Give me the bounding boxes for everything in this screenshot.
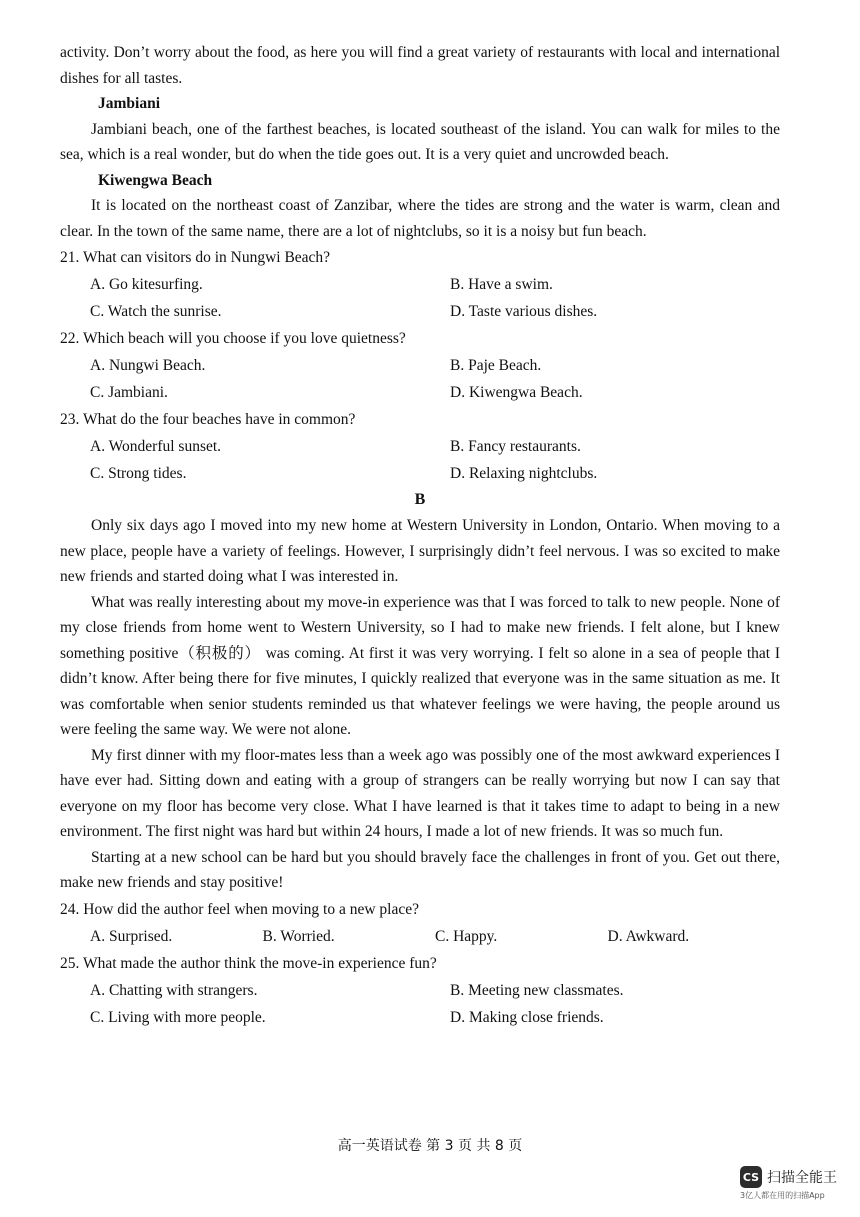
option-b: B. Fancy restaurants. bbox=[450, 438, 581, 455]
question-21 bbox=[60, 244, 780, 325]
option-b: B. Worried. bbox=[262, 927, 335, 945]
question-stem: 22. Which beach will you choose if you love quietness? bbox=[60, 330, 406, 347]
scanner-watermark bbox=[740, 1166, 850, 1201]
kiwengwa-text: It is located on the northeast coast of Zanzibar, where the tides are strong and the water is warm, clean and clear. In the town of the same name, there are a lot of nightclubs, so it is a noisy but fun beach. bbox=[60, 197, 780, 240]
option-a: A. Surprised. bbox=[90, 927, 173, 945]
question-23 bbox=[60, 406, 780, 487]
option-c: C. Happy. bbox=[435, 927, 498, 945]
passage-b-paragraph-2: What was really interesting about my move-in experience was that I was forced to talk to new people. None of my close friends from home went to Western University, so I had to make new friends. I felt alone, but I knew something positive（积极的） was coming. At first it was very worrying. I felt so alone in a sea of people that I didn’t know. After being there for five minutes, I quickly realized that everyone was in the same situation as me. It was comfortable when senior students reminded us that whatever feelings we were having, the people around us were feeling the same way. We were not alone. bbox=[60, 593, 780, 738]
option-d: D. Kiwengwa Beach. bbox=[450, 384, 583, 401]
scanner-tagline: 3亿人都在用的扫描App bbox=[740, 1191, 825, 1200]
question-stem: 21. What can visitors do in Nungwi Beach? bbox=[60, 249, 331, 266]
kiwengwa-heading: Kiwengwa Beach bbox=[98, 171, 213, 189]
passage-a-intro: activity. Don’t worry about the food, as here you will find a great variety of restaurants with local and international dishes for all tastes. bbox=[60, 44, 780, 87]
option-d: D. Relaxing nightclubs. bbox=[450, 465, 598, 482]
page-footer: 高一英语试卷 第 3 页 共 8 页 bbox=[337, 1138, 523, 1154]
exam-page bbox=[60, 40, 780, 1031]
option-c: C. Jambiani. bbox=[90, 384, 168, 401]
option-a: A. Go kitesurfing. bbox=[90, 276, 203, 293]
passage-b-paragraph-1: Only six days ago I moved into my new home at Western University in London, Ontario. When moving to a new place, people have a variety of feelings. However, I surprisingly didn’t feel nervous. I was so excited to make new friends and started doing what I was interested in. bbox=[60, 517, 780, 585]
question-stem: 24. How did the author feel when moving to a new place? bbox=[60, 900, 419, 918]
question-stem: 23. What do the four beaches have in common? bbox=[60, 411, 356, 428]
jambiani-heading: Jambiani bbox=[98, 95, 161, 112]
jambiani-text: Jambiani beach, one of the farthest beaches, is located southeast of the island. You can walk for miles to the sea, which is a real wonder, but do when the tide goes out. It is a very quiet and uncrowded beach. bbox=[60, 120, 780, 163]
option-c: C. Strong tides. bbox=[90, 465, 187, 482]
option-a: A. Wonderful sunset. bbox=[90, 438, 222, 455]
option-d: D. Taste various dishes. bbox=[450, 303, 598, 320]
camscanner-logo-icon: CS bbox=[740, 1166, 762, 1188]
option-c: C. Watch the sunrise. bbox=[90, 303, 222, 320]
option-b: B. Have a swim. bbox=[450, 276, 553, 293]
option-b: B. Meeting new classmates. bbox=[450, 981, 624, 999]
option-c: C. Living with more people. bbox=[90, 1008, 266, 1026]
question-22 bbox=[60, 325, 780, 406]
question-stem: 25. What made the author think the move-in experience fun? bbox=[60, 954, 437, 972]
option-d: D. Awkward. bbox=[607, 927, 690, 945]
passage-b-paragraph-4: Starting at a new school can be hard but you should bravely face the challenges in front of you. Get out there, make new friends and stay positive! bbox=[60, 848, 780, 891]
option-a: A. Chatting with strangers. bbox=[90, 981, 258, 999]
section-b-label: B bbox=[414, 491, 426, 508]
scanner-name: 扫描全能王 bbox=[767, 1170, 837, 1186]
option-d: D. Making close friends. bbox=[450, 1008, 604, 1026]
option-b: B. Paje Beach. bbox=[450, 357, 542, 374]
option-a: A. Nungwi Beach. bbox=[90, 357, 206, 374]
question-24 bbox=[60, 896, 780, 950]
passage-b-paragraph-3: My first dinner with my floor-mates less than a week ago was possibly one of the most awkward experiences I have ever had. Sitting down and eating with a group of strangers can be really worrying but now I can say that everyone on my floor has become very close. What I have learned is that it takes time to adapt to being in a new environment. The first night was hard but within 24 hours, I made a lot of new friends. It was so much fun. bbox=[60, 746, 780, 840]
question-25 bbox=[60, 950, 780, 1031]
